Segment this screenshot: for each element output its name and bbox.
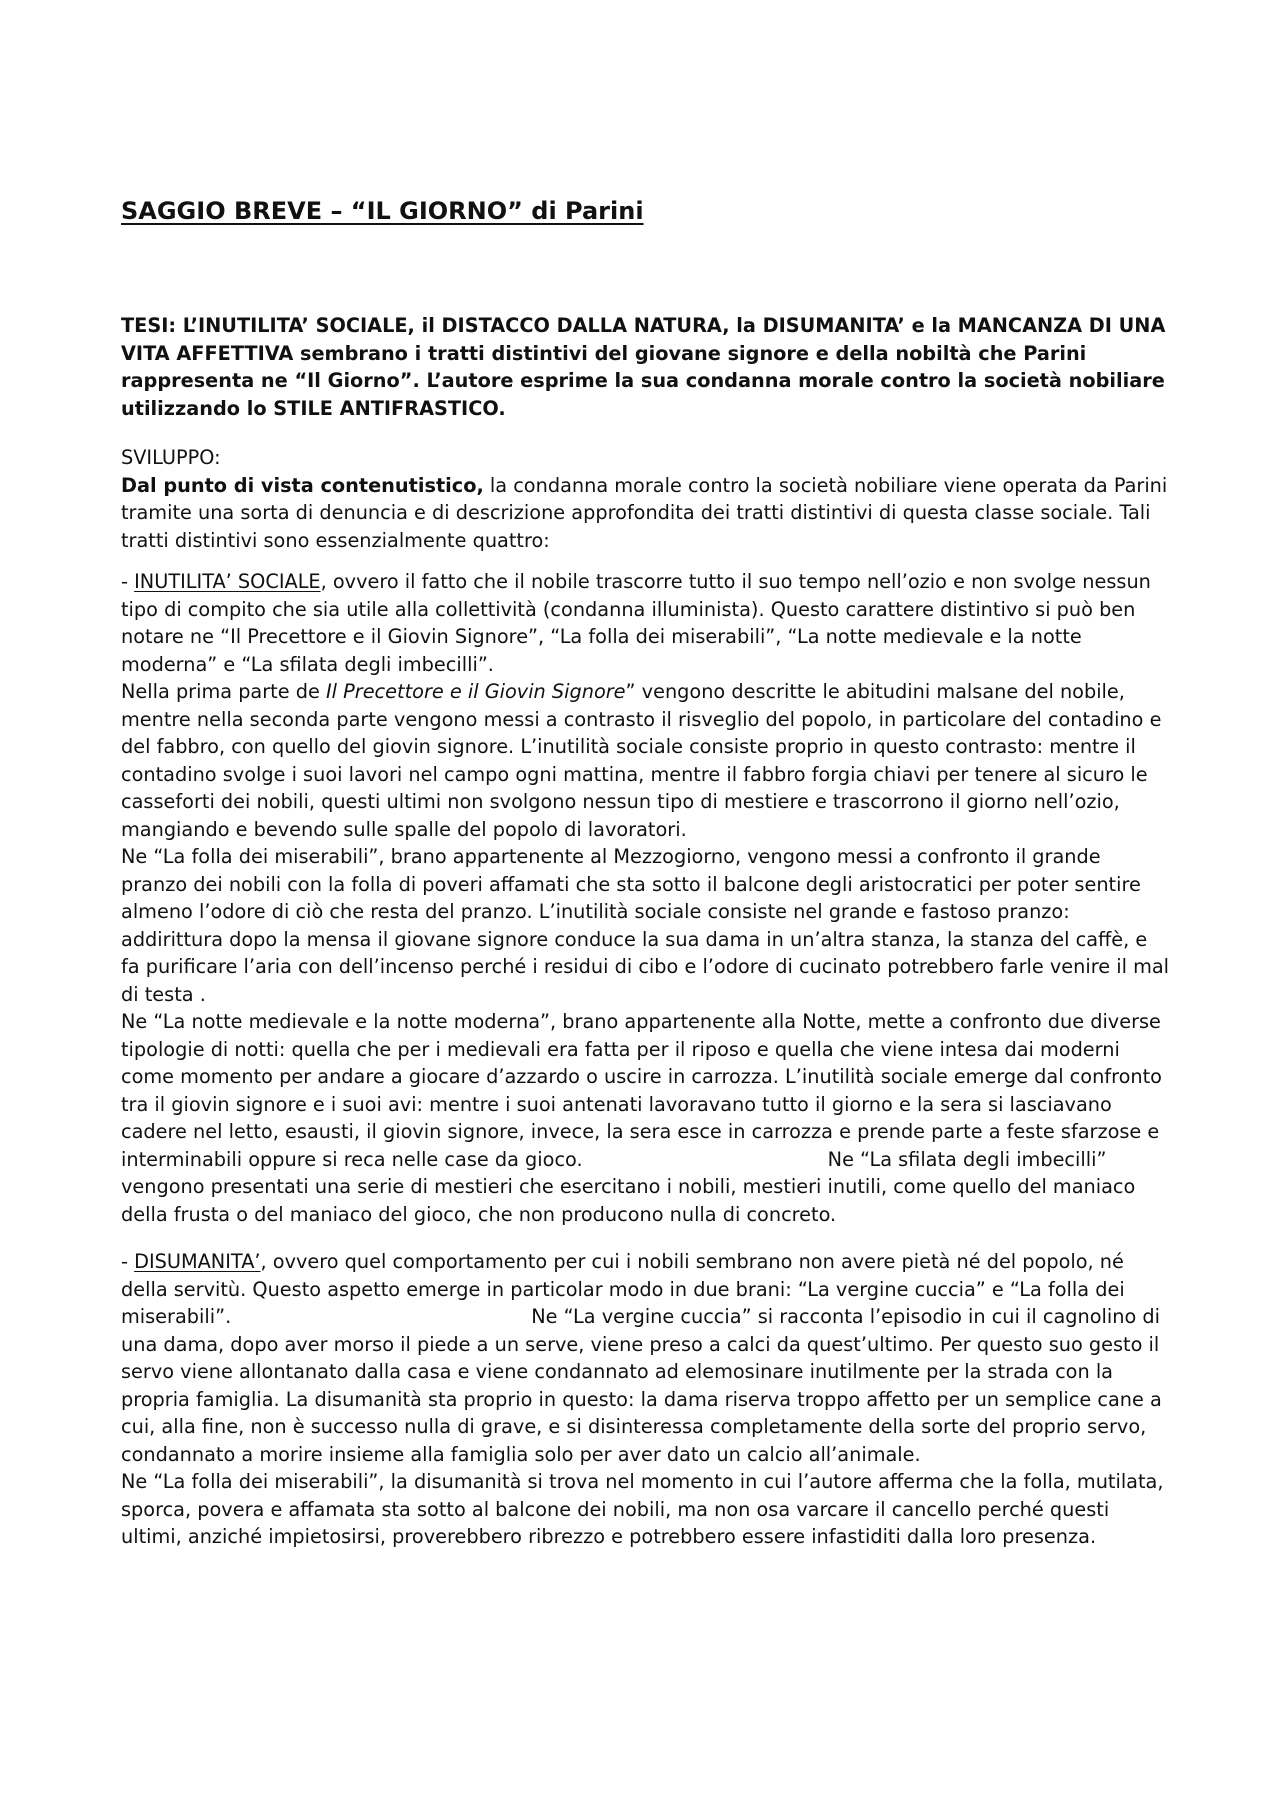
folla-paragraph: Ne “La folla dei miserabili”, brano appartenente al Mezzogiorno, vengono messi a confronto il grande pranzo dei nobili con la folla di poveri affamati che sta sotto il balcone degli aristocratici per poter sentire almeno l’odore di ciò che resta del pranzo. L’inutilità sociale consiste nel grande e fastoso pranzo: addirittura dopo la mensa il giovane signore conduce la sua dama in un’altra stanza, la stanza del caffè, e fa purificare l’aria con dell’incenso perché i residui di cibo e l’odore di cucinato potrebbero farle venire il mal di testa .: [121, 845, 1170, 1006]
thesis-paragraph: TESI: L’INUTILITA’ SOCIALE, il DISTACCO DALLA NATURA, la DISUMANITA’ e la MANCANZA DI UNA VITA AFFETTIVA sembrano i tratti distintivi del giovane signore e della nobiltà che Parini rappresenta ne “Il Giorno”. L’autore esprime la sua condanna morale contro la società nobiliare utilizzando lo STILE ANTIFRASTICO.: [121, 314, 1166, 420]
disumanita-heading: DISUMANITA’: [134, 1250, 261, 1273]
precettore-paragraph: Nella prima parte de Il Precettore e il Giovin Signore” vengono descritte le abitudini malsane del nobile, mentre nella seconda parte vengono messi a contrasto il risveglio del popolo, in particolare del contadino e del fabbro, con quello del giovin signore. L’inutilità sociale consiste proprio in questo contrasto: mentre il contadino svolge i suoi lavori nel campo ogni mattina, mentre il fabbro forgia chiavi per tenere al sicuro le casseforti dei nobili, questi ultimi non svolgono nessun tipo di mestiere e trascorrono il giorno nell’ozio, mangiando e bevendo sulle spalle del popolo di lavoratori.: [121, 680, 1162, 841]
inutilita-paragraph: - INUTILITA’ SOCIALE, ovvero il fatto che il nobile trascorre tutto il suo tempo nell’ozio e non svolge nessun tipo di compito che sia utile alla collettività (condanna illuminista). Questo carattere distintivo si può ben notare ne “Il Precettore e il Giovin Signore”, “La folla dei miserabili”, “La notte medievale e la notte moderna” e “La sfilata degli imbecilli”.: [121, 570, 1151, 676]
intro-text: la condanna morale contro la società nobiliare viene operata da Parini tramite una sorta di denuncia e di descrizione approfondita dei tratti distintivi di questa classe sociale. Tali tratti distintivi sono essenzialmente quattro:: [121, 473, 1168, 552]
notte-paragraph: Ne “La notte medievale e la notte moderna”, brano appartenente alla Notte, mette a confronto due diverse tipologie di notti: quella che per i medievali era fatta per il riposo e quella che viene intesa dai moderni come momento per andare a giocare d’azzardo o uscire in carrozza. L’inutilità sociale emerge dal confronto tra il giovin signore e i suoi avi: mentre i suoi antenati lavoravano tutto il giorno e la sera si lasciavano cadere nel letto, esausti, il giovin signore, invece, la sera esce in carrozza e prende parte a feste sfarzose e interminabili oppure si reca nelle case da gioco. Ne “La sfilata degli imbecilli” vengono presentati una serie di mestieri che esercitano i nobili, mestieri inutili, come quello del maniaco della frusta o del maniaco del gioco, che non producono nulla di concreto.: [121, 1010, 1162, 1226]
inutilita-heading: INUTILITA’ SOCIALE: [134, 570, 321, 593]
development-label: SVILUPPO:: [121, 446, 221, 469]
intro-paragraph: [121, 472, 1171, 555]
document-page: [121, 196, 1171, 1551]
intro-bold-lead: Dal punto di vista contenutistico,: [121, 473, 484, 497]
disumanita-folla-paragraph: Ne “La folla dei miserabili”, la disumanità si trova nel momento in cui l’autore afferma che la folla, mutilata, sporca, povera e affamata sta sotto al balcone dei nobili, ma non osa varcare il cancello perché questi ultimi, anziché impietosirsi, proverebbero ribrezzo e potrebbero essere infastiditi dalla loro presenza.: [121, 1470, 1164, 1548]
precettore-title: Il Precettore e il Giovin Signore: [325, 680, 626, 703]
document-title: SAGGIO BREVE – “IL GIORNO” di Parini: [121, 197, 644, 225]
disumanita-paragraph: - DISUMANITA’, ovvero quel comportamento per cui i nobili sembrano non avere pietà né del popolo, né della servitù. Questo aspetto emerge in particolar modo in due brani: “La vergine cuccia” e “La folla dei miserabili”. Ne “La vergine cuccia” si racconta l’episodio in cui il cagnolino di una dama, dopo aver morso il piede a un serve, viene preso a calci da quest’ultimo. Per questo suo gesto il servo viene allontanato dalla casa e viene condannato ad elemosinare inutilmente per la strada con la propria famiglia. La disumanità sta proprio in questo: la dama riserva troppo affetto per un semplice cane a cui, alla fine, non è successo nulla di grave, e si disinteressa completamente della sorte del proprio servo, condannato a morire insieme alla famiglia solo per aver dato un calcio all’animale.: [121, 1250, 1162, 1466]
inutilita-text: , ovvero il fatto che il nobile trascorre tutto il suo tempo nell’ozio e non svolge nessun tipo di compito che sia utile alla collettività (condanna illuminista). Questo carattere distintivo si può ben notare ne “Il Precettore e il Giovin Signore”, “La folla dei miserabili”, “La notte medievale e la notte moderna” e “La sfilata degli imbecilli”.: [121, 570, 1151, 676]
